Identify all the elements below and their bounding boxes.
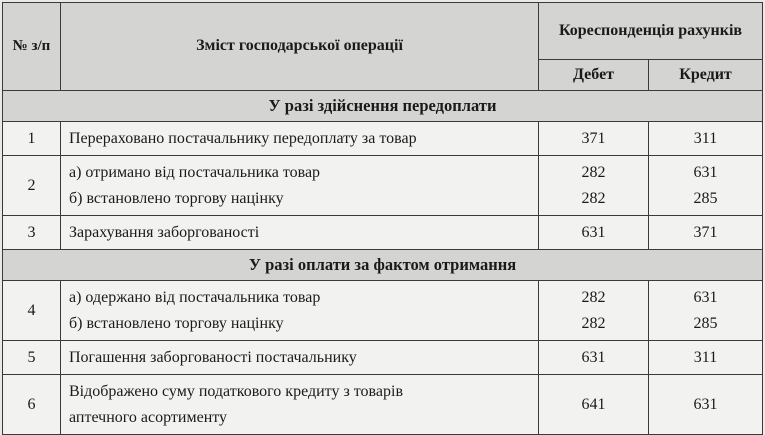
credit-account: 631 [693, 163, 718, 181]
debit-cell [539, 156, 649, 216]
credit-column-header: Кредит [649, 60, 763, 91]
operation-description [61, 122, 539, 156]
credit-account: 311 [693, 348, 718, 366]
accounting-entries-table [2, 2, 763, 435]
debit-column-header: Дебет [539, 60, 649, 91]
correspondence-header: Кореспонденція рахунків [539, 3, 763, 60]
operation-text: аптечного асортименту [69, 408, 228, 426]
operation-description [61, 281, 539, 341]
operation-description [61, 216, 539, 250]
debit-account: 282 [581, 163, 606, 181]
number-column-header: № з/п [3, 3, 61, 91]
credit-cell [649, 375, 763, 435]
operation-text: а) одержано від постачальника товар [69, 288, 321, 306]
section-title: У разі оплати за фактом отримання [3, 250, 763, 281]
operation-description [61, 375, 539, 435]
credit-cell [649, 341, 763, 375]
row-number: 1 [3, 122, 61, 156]
operation-text: Погашення заборгованості постачальнику [69, 348, 357, 366]
debit-cell [539, 122, 649, 156]
debit-account: 371 [581, 129, 606, 147]
content-column-header: Зміст господарської операції [61, 3, 539, 91]
section-row [3, 91, 763, 122]
credit-account: 311 [693, 129, 718, 147]
debit-cell [539, 341, 649, 375]
table-row [3, 122, 763, 156]
operation-description [61, 156, 539, 216]
table-row [3, 156, 763, 216]
row-number: 3 [3, 216, 61, 250]
section-title: У разі здійснення передоплати [3, 91, 763, 122]
row-number: 5 [3, 341, 61, 375]
debit-account: 282 [581, 314, 606, 332]
table-row [3, 281, 763, 341]
credit-cell [649, 281, 763, 341]
credit-cell [649, 216, 763, 250]
credit-cell [649, 122, 763, 156]
operation-text: а) отримано від постачальника товар [69, 163, 321, 181]
operation-text: Зарахування заборгованості [69, 223, 260, 241]
debit-account: 282 [581, 288, 606, 306]
table-body [3, 91, 763, 435]
row-number: 4 [3, 281, 61, 341]
operation-text: б) встановлено торгову націнку [69, 189, 284, 207]
section-row [3, 250, 763, 281]
table-row [3, 341, 763, 375]
debit-account: 641 [581, 395, 606, 413]
credit-cell [649, 156, 763, 216]
debit-account: 282 [581, 189, 606, 207]
credit-account: 285 [693, 189, 718, 207]
table-row [3, 216, 763, 250]
row-number: 2 [3, 156, 61, 216]
credit-account: 371 [693, 223, 718, 241]
table-row [3, 375, 763, 435]
table-header [3, 3, 763, 91]
credit-account: 631 [693, 395, 718, 413]
debit-cell [539, 281, 649, 341]
operation-text: б) встановлено торгову націнку [69, 314, 284, 332]
debit-account: 631 [581, 348, 606, 366]
credit-account: 631 [693, 288, 718, 306]
operation-text: Відображено суму податкового кредиту з товарів [69, 382, 403, 400]
credit-account: 285 [693, 314, 718, 332]
debit-cell [539, 216, 649, 250]
operation-text: Перераховано постачальнику передоплату за товар [69, 129, 417, 147]
debit-account: 631 [581, 223, 606, 241]
debit-cell [539, 375, 649, 435]
row-number: 6 [3, 375, 61, 435]
operation-description [61, 341, 539, 375]
